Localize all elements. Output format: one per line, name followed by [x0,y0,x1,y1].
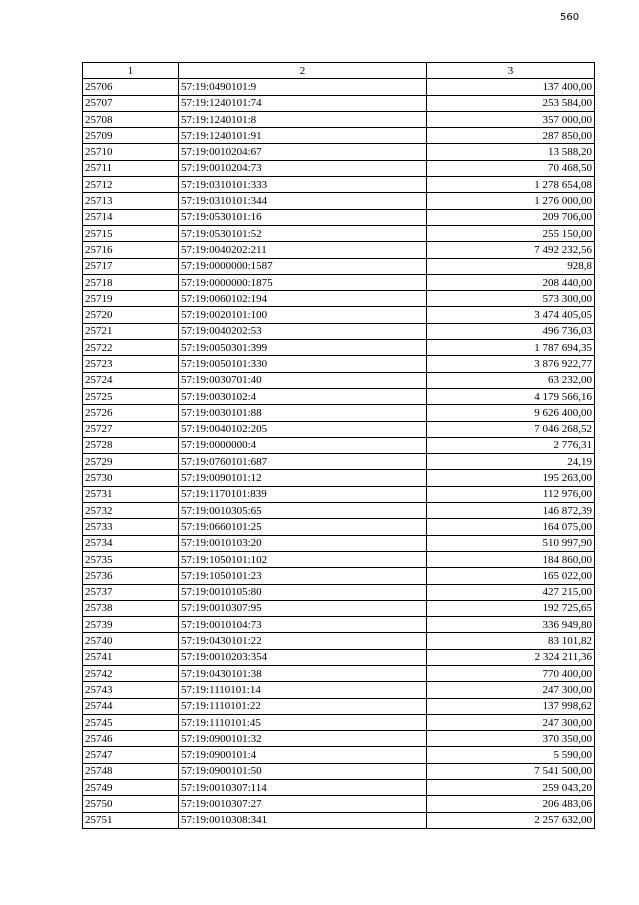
cadastral-number-cell: 57:19:0050101:330 [179,356,427,372]
data-table [82,62,595,829]
value-cell: 164 075,00 [427,519,595,535]
table-row [83,486,595,502]
cadastral-number-cell: 57:19:0020101:100 [179,307,427,323]
cadastral-number-cell: 57:19:0010105:80 [179,584,427,600]
table-row [83,111,595,127]
cadastral-number-cell: 57:19:1110101:14 [179,682,427,698]
table-row [83,340,595,356]
row-number-cell: 25731 [83,486,179,502]
table-row [83,682,595,698]
table-header-row [83,63,595,79]
row-number-cell: 25736 [83,568,179,584]
row-number-cell: 25735 [83,551,179,567]
table-row [83,356,595,372]
table-row [83,454,595,470]
row-number-cell: 25706 [83,79,179,95]
table-row [83,242,595,258]
table-row [83,698,595,714]
value-cell: 2 776,31 [427,437,595,453]
row-number-cell: 25725 [83,388,179,404]
cadastral-number-cell: 57:19:0900101:4 [179,747,427,763]
value-cell: 336 949,80 [427,617,595,633]
page-number: 560 [560,12,580,23]
value-cell: 357 000,00 [427,111,595,127]
cadastral-number-cell: 57:19:0030101:88 [179,405,427,421]
table-row [83,405,595,421]
row-number-cell: 25726 [83,405,179,421]
row-number-cell: 25733 [83,519,179,535]
row-number-cell: 25712 [83,177,179,193]
value-cell: 287 850,00 [427,128,595,144]
cadastral-number-cell: 57:19:0010307:27 [179,796,427,812]
table-row [83,780,595,796]
cadastral-number-cell: 57:19:0010203:354 [179,649,427,665]
row-number-cell: 25719 [83,291,179,307]
table-row [83,731,595,747]
cadastral-number-cell: 57:19:0000000:4 [179,437,427,453]
table-row [83,503,595,519]
row-number-cell: 25714 [83,209,179,225]
cadastral-number-cell: 57:19:0030102:4 [179,388,427,404]
table-row [83,177,595,193]
row-number-cell: 25749 [83,780,179,796]
value-cell: 83 101,82 [427,633,595,649]
cadastral-number-cell: 57:19:0660101:25 [179,519,427,535]
row-number-cell: 25729 [83,454,179,470]
value-cell: 63 232,00 [427,372,595,388]
cadastral-number-cell: 57:19:0310101:344 [179,193,427,209]
cadastral-number-cell: 57:19:0040202:211 [179,242,427,258]
table-row [83,323,595,339]
row-number-cell: 25722 [83,340,179,356]
value-cell: 2 324 211,36 [427,649,595,665]
value-cell: 137 998,62 [427,698,595,714]
cadastral-number-cell: 57:19:0900101:50 [179,763,427,779]
row-number-cell: 25746 [83,731,179,747]
table-body [83,79,595,829]
table-row [83,633,595,649]
cadastral-number-cell: 57:19:0430101:22 [179,633,427,649]
value-cell: 573 300,00 [427,291,595,307]
cadastral-number-cell: 57:19:1050101:102 [179,551,427,567]
table-row [83,551,595,567]
cadastral-number-cell: 57:19:0090101:12 [179,470,427,486]
table-row [83,812,595,828]
value-cell: 192 725,65 [427,600,595,616]
table-row [83,209,595,225]
value-cell: 24,19 [427,454,595,470]
cadastral-number-cell: 57:19:0010103:20 [179,535,427,551]
table-row [83,617,595,633]
cadastral-number-cell: 57:19:1170101:839 [179,486,427,502]
value-cell: 259 043,20 [427,780,595,796]
row-number-cell: 25747 [83,747,179,763]
row-number-cell: 25739 [83,617,179,633]
cadastral-number-cell: 57:19:0010204:67 [179,144,427,160]
row-number-cell: 25717 [83,258,179,274]
row-number-cell: 25742 [83,665,179,681]
value-cell: 9 626 400,00 [427,405,595,421]
column-header-2: 2 [179,63,427,79]
value-cell: 208 440,00 [427,274,595,290]
table-row [83,714,595,730]
row-number-cell: 25721 [83,323,179,339]
value-cell: 2 257 632,00 [427,812,595,828]
cadastral-number-cell: 57:19:0010308:341 [179,812,427,828]
table-row [83,796,595,812]
row-number-cell: 25728 [83,437,179,453]
value-cell: 255 150,00 [427,225,595,241]
row-number-cell: 25738 [83,600,179,616]
cadastral-number-cell: 57:19:0430101:38 [179,665,427,681]
table-row [83,291,595,307]
row-number-cell: 25720 [83,307,179,323]
value-cell: 184 860,00 [427,551,595,567]
value-cell: 7 541 500,00 [427,763,595,779]
cadastral-number-cell: 57:19:0310101:333 [179,177,427,193]
table-row [83,763,595,779]
row-number-cell: 25730 [83,470,179,486]
value-cell: 496 736,03 [427,323,595,339]
cadastral-number-cell: 57:19:0050301:399 [179,340,427,356]
value-cell: 7 492 232,56 [427,242,595,258]
row-number-cell: 25732 [83,503,179,519]
row-number-cell: 25716 [83,242,179,258]
cadastral-number-cell: 57:19:1110101:22 [179,698,427,714]
row-number-cell: 25748 [83,763,179,779]
table-row [83,649,595,665]
row-number-cell: 25744 [83,698,179,714]
value-cell: 3 876 922,77 [427,356,595,372]
cadastral-number-cell: 57:19:1050101:23 [179,568,427,584]
cadastral-number-cell: 57:19:0010305:65 [179,503,427,519]
table-row [83,193,595,209]
row-number-cell: 25708 [83,111,179,127]
value-cell: 137 400,00 [427,79,595,95]
value-cell: 370 350,00 [427,731,595,747]
table-row [83,95,595,111]
value-cell: 247 300,00 [427,682,595,698]
value-cell: 247 300,00 [427,714,595,730]
table-row [83,274,595,290]
cadastral-number-cell: 57:19:1240101:91 [179,128,427,144]
value-cell: 7 046 268,52 [427,421,595,437]
cadastral-number-cell: 57:19:1240101:8 [179,111,427,127]
table-row [83,128,595,144]
column-header-1: 1 [83,63,179,79]
cadastral-number-cell: 57:19:0010104:73 [179,617,427,633]
cadastral-number-cell: 57:19:0760101:687 [179,454,427,470]
table-row [83,665,595,681]
row-number-cell: 25745 [83,714,179,730]
cadastral-number-cell: 57:19:0040102:205 [179,421,427,437]
table-row [83,470,595,486]
row-number-cell: 25741 [83,649,179,665]
value-cell: 928,8 [427,258,595,274]
table-row [83,519,595,535]
table-row [83,421,595,437]
table-row [83,144,595,160]
table-row [83,747,595,763]
row-number-cell: 25715 [83,225,179,241]
row-number-cell: 25727 [83,421,179,437]
value-cell: 1 278 654,08 [427,177,595,193]
cadastral-number-cell: 57:19:1240101:74 [179,95,427,111]
table-row [83,307,595,323]
row-number-cell: 25737 [83,584,179,600]
cadastral-number-cell: 57:19:0490101:9 [179,79,427,95]
row-number-cell: 25711 [83,160,179,176]
value-cell: 1 787 694,35 [427,340,595,356]
row-number-cell: 25723 [83,356,179,372]
table-row [83,79,595,95]
value-cell: 770 400,00 [427,665,595,681]
cadastral-number-cell: 57:19:0000000:1875 [179,274,427,290]
cadastral-number-cell: 57:19:0000000:1587 [179,258,427,274]
value-cell: 427 215,00 [427,584,595,600]
value-cell: 1 276 000,00 [427,193,595,209]
row-number-cell: 25710 [83,144,179,160]
cadastral-number-cell: 57:19:0060102:194 [179,291,427,307]
row-number-cell: 25734 [83,535,179,551]
cadastral-number-cell: 57:19:0040202:53 [179,323,427,339]
cadastral-number-cell: 57:19:1110101:45 [179,714,427,730]
value-cell: 4 179 566,16 [427,388,595,404]
row-number-cell: 25707 [83,95,179,111]
row-number-cell: 25713 [83,193,179,209]
table-row [83,225,595,241]
table-row [83,584,595,600]
cadastral-number-cell: 57:19:0010204:73 [179,160,427,176]
value-cell: 253 584,00 [427,95,595,111]
row-number-cell: 25709 [83,128,179,144]
value-cell: 206 483,06 [427,796,595,812]
value-cell: 112 976,00 [427,486,595,502]
table-row [83,388,595,404]
row-number-cell: 25750 [83,796,179,812]
cadastral-number-cell: 57:19:0530101:16 [179,209,427,225]
cadastral-number-cell: 57:19:0030701:40 [179,372,427,388]
table-row [83,600,595,616]
row-number-cell: 25740 [83,633,179,649]
value-cell: 70 468,50 [427,160,595,176]
value-cell: 165 022,00 [427,568,595,584]
table-row [83,437,595,453]
table-row [83,258,595,274]
table-row [83,160,595,176]
value-cell: 146 872,39 [427,503,595,519]
cadastral-number-cell: 57:19:0900101:32 [179,731,427,747]
table-row [83,568,595,584]
table-row [83,372,595,388]
cadastral-number-cell: 57:19:0010307:95 [179,600,427,616]
value-cell: 510 997,90 [427,535,595,551]
row-number-cell: 25743 [83,682,179,698]
value-cell: 209 706,00 [427,209,595,225]
cadastral-number-cell: 57:19:0010307:114 [179,780,427,796]
column-header-3: 3 [427,63,595,79]
value-cell: 13 588,20 [427,144,595,160]
value-cell: 195 263,00 [427,470,595,486]
cadastral-number-cell: 57:19:0530101:52 [179,225,427,241]
value-cell: 3 474 405,05 [427,307,595,323]
table-row [83,535,595,551]
value-cell: 5 590,00 [427,747,595,763]
row-number-cell: 25724 [83,372,179,388]
row-number-cell: 25718 [83,274,179,290]
row-number-cell: 25751 [83,812,179,828]
